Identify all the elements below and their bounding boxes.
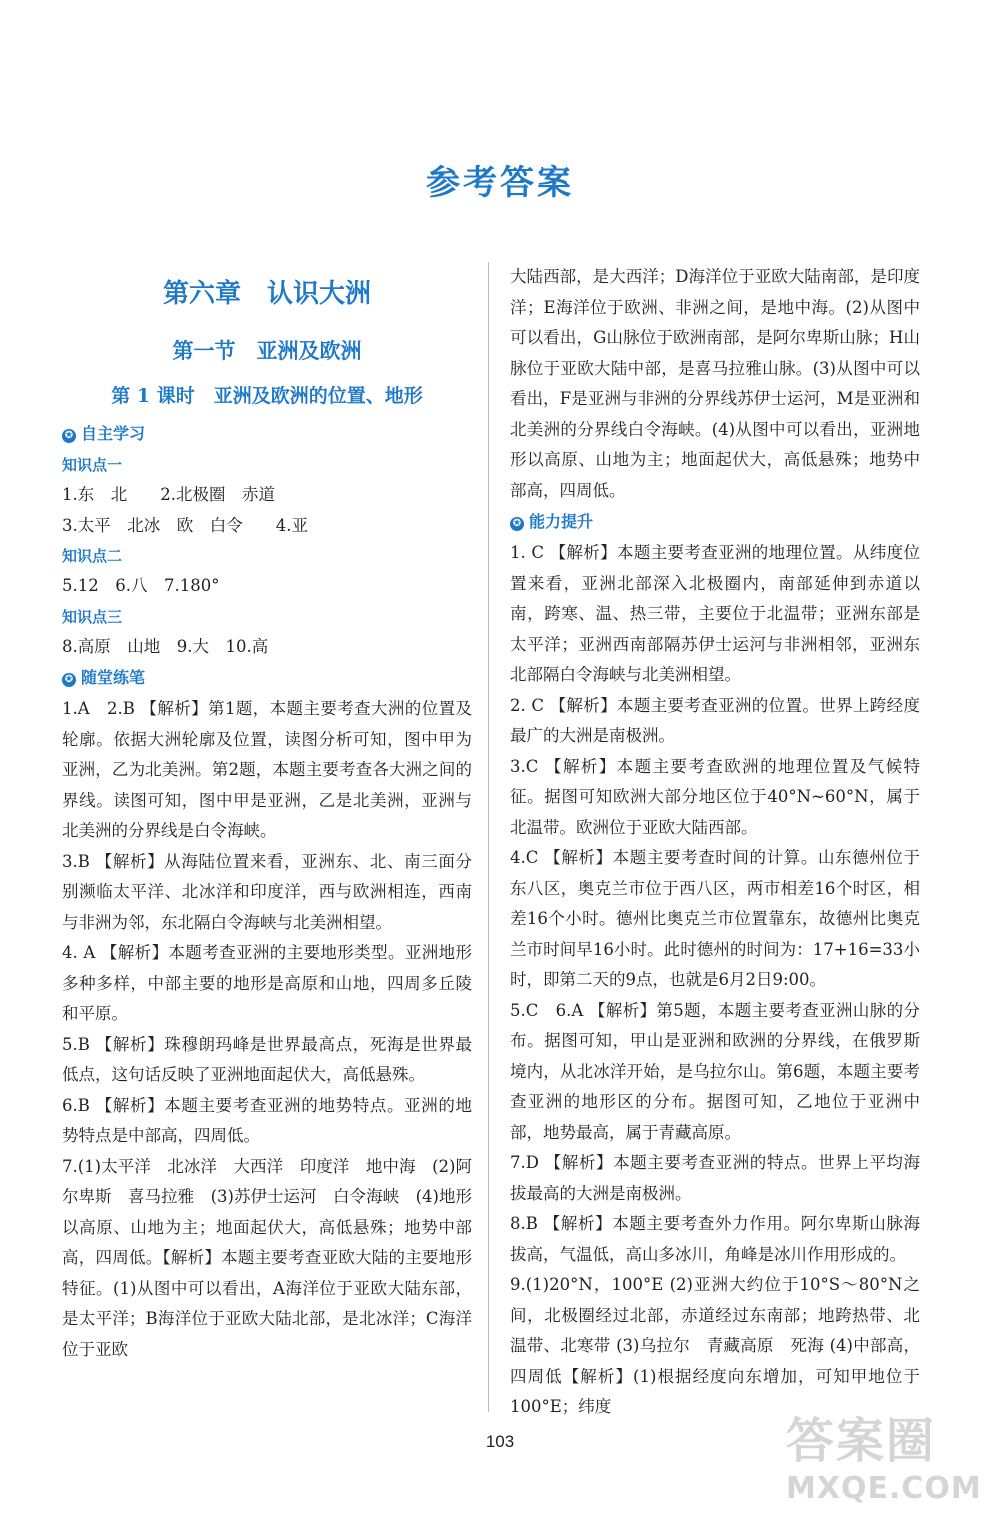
answer-paragraph: 7.D 【解析】本题主要考查亚洲的特点。世界上平均海拔最高的大洲是南极洲。: [510, 1153, 920, 1203]
answer-paragraph: 9.(1)20°N，100°E (2)亚洲大约位于10°S～80°N之间，北极圈经过北部，赤道经过东南部；地跨热带、北温带、北寒带 (3)乌拉尔 青藏高原 死海 (4)中部高，四周低【解析】(1)根据经度向东增加，可知甲地位于100°E；纬度: [510, 1275, 920, 1416]
answer-paragraph: 大陆西部，是大西洋；D海洋位于亚欧大陆南部，是印度洋；E海洋位于欧洲、非洲之间，是地中海。(2)从图中可以看出，G山脉位于欧洲南部，是阿尔卑斯山脉；H山脉位于亚欧大陆中部，是喜马拉雅山脉。(3)从图中可以看出，F是亚洲与非洲的分界线苏伊士运河，M是亚洲和北美洲的分界线白令海峡。(4)从图中可以看出，亚洲地形以高原、山地为主；地面起伏大，高低悬殊；地势中部高，四周低。: [510, 267, 920, 500]
answer-paragraph: 2. C 【解析】本题主要考查亚洲的位置。世界上跨经度最广的大洲是南极洲。: [510, 695, 920, 745]
answer-line: 5.12 6.八 7.180°: [62, 576, 220, 595]
lesson-title: 第 1 课时 亚洲及欧洲的位置、地形: [111, 385, 423, 407]
self-study-heading: [62, 418, 472, 450]
ability-heading: [510, 506, 920, 538]
ability-label: 能力提升: [529, 512, 594, 531]
watermark-text: 答案圈: [786, 1413, 937, 1469]
answer-line: 1.东 北 2.北极圈 赤道: [62, 485, 275, 504]
page-number: 103: [485, 1432, 515, 1451]
watermark-logo: [786, 1402, 986, 1512]
watermark-url: MXQE.COM: [786, 1471, 982, 1506]
answer-paragraph: 8.B 【解析】本题主要考查外力作用。阿尔卑斯山脉海拔高，气温低，高山多冰川，角峰是冰川作用形成的。: [510, 1214, 920, 1264]
page-title: 参考答案: [426, 163, 574, 203]
knowledge-point-3-heading: 知识点三: [62, 607, 123, 626]
answer-line: 8.高原 山地 9.大 10.高: [62, 636, 269, 656]
class-practice-label: 随堂练笔: [81, 668, 146, 687]
answer-paragraph: 7.(1)太平洋 北冰洋 大西洋 印度洋 地中海 (2)阿尔卑斯 喜马拉雅 (3)苏伊士运河 白令海峡 (4)地形以高原、山地为主；地面起伏大，高低悬殊；地势中部高，四周低。【解析】本题主要考查亚欧大陆的主要地形特征。(1)从图中可以看出，A海洋位于亚欧大陆东部，是太平洋；B海洋位于亚欧大陆北部，是北冰洋；C海洋位于亚欧: [62, 1156, 472, 1359]
answer-paragraph: 3.C 【解析】本题主要考查欧洲的地理位置及气候特征。据图可知欧洲大部分地区位于40°N~60°N，属于北温带。欧洲位于亚欧大陆西部。: [510, 756, 920, 837]
column-divider: [488, 262, 489, 1412]
star-icon: ✪: [62, 673, 76, 687]
answer-paragraph: 3.B 【解析】从海陆位置来看，亚洲东、北、南三面分别濒临太平洋、北冰洋和印度洋，西与欧洲相连，西南与非洲为邻，东北隔白令海峡与北美洲相望。: [62, 851, 472, 932]
star-icon: ✪: [62, 429, 76, 443]
right-column: [510, 262, 920, 1423]
self-study-label: 自主学习: [81, 424, 146, 443]
answer-paragraph: 1. C 【解析】本题主要考查亚洲的地理位置。从纬度位置来看，亚洲北部深入北极圈内，南部延伸到赤道以南，跨寒、温、热三带，主要位于北温带；亚洲东部是太平洋；亚洲西南部隔苏伊士运河与非洲相邻，亚洲东北部隔白令海峡与北美洲相望。: [510, 543, 920, 684]
answer-paragraph: 5.C 6.A 【解析】第5题，本题主要考查亚洲山脉的分布。据图可知，甲山是亚洲和欧洲的分界线，在俄罗斯境内，从北冰洋开始，是乌拉尔山。第6题，本题主要考查亚洲的地形区的分布。据图可知，乙地位于亚洲中部，地势最高，属于青藏高原。: [510, 1000, 920, 1142]
section-title: 第一节 亚洲及欧洲: [172, 339, 362, 363]
answer-paragraph: 1.A 2.B 【解析】第1题，本题主要考查大洲的位置及轮廓。依据大洲轮廓及位置，读图分析可知，图中甲为亚洲，乙为北美洲。第2题，本题主要考查各大洲之间的界线。读图可知，图中甲是亚洲，乙是北美洲，亚洲与北美洲的分界线是白令海峡。: [62, 699, 472, 840]
answer-paragraph: 4.C 【解析】本题主要考查时间的计算。山东德州位于东八区，奥克兰市位于西八区，两市相差16个时区，相差16个小时。德州比奥克兰市位置靠东，故德州比奥克兰市时间早16小时。此时德州的时间为：17+16=33小时，即第二天的9点，也就是6月2日9:00。: [510, 848, 920, 989]
chapter-title: 第六章 认识大洲: [162, 279, 371, 309]
star-icon: ✪: [510, 517, 524, 531]
class-practice-heading: [62, 662, 472, 694]
knowledge-point-1-heading: 知识点一: [62, 456, 123, 474]
answer-paragraph: 4. A 【解析】本题考查亚洲的主要地形类型。亚洲地形多种多样，中部主要的地形是高原和山地，四周多丘陵和平原。: [62, 943, 472, 1023]
answer-paragraph: 5.B 【解析】珠穆朗玛峰是世界最高点，死海是世界最低点，这句话反映了亚洲地面起伏大，高低悬殊。: [62, 1034, 472, 1084]
knowledge-point-2-heading: 知识点二: [62, 547, 123, 565]
answer-paragraph: 6.B 【解析】本题主要考查亚洲的地势特点。亚洲的地势特点是中部高，四周低。: [62, 1095, 472, 1145]
answer-line: 3.太平 北冰 欧 白令 4.亚: [62, 515, 308, 535]
left-column: [62, 274, 472, 1365]
